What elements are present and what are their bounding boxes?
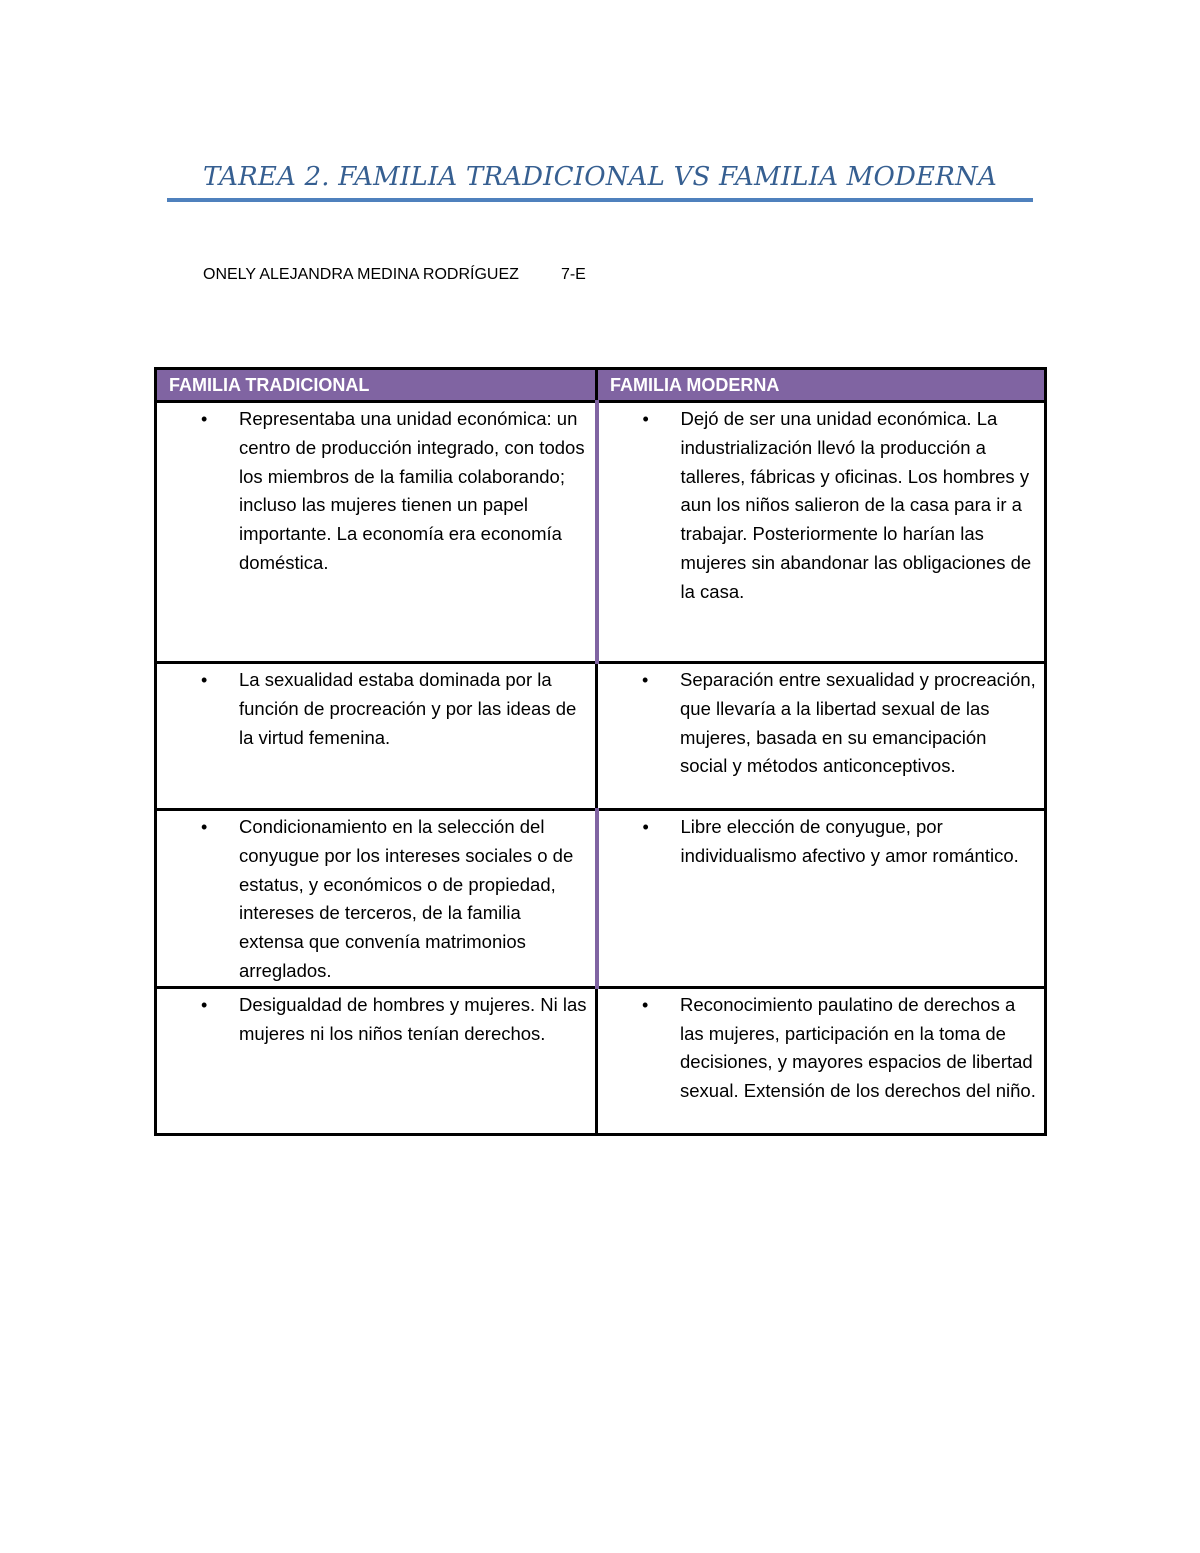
cell-tradicional (156, 402, 597, 663)
cell-text: Separación entre sexualidad y procreación, que llevaría a la libertad sexual de las mujeres, basada en su emancipación social y métodos anticonceptivos. (680, 669, 1036, 777)
list-item (157, 991, 587, 1049)
list-item (598, 991, 1036, 1106)
cell-tradicional (156, 810, 597, 988)
author-name: ONELY ALEJANDRA MEDINA RODRÍGUEZ (203, 266, 519, 283)
cell-moderna (597, 810, 1046, 988)
comparison-table (154, 367, 1047, 1136)
table-row (156, 987, 1046, 1134)
list-item (599, 405, 1037, 607)
cell-moderna (597, 987, 1046, 1134)
list-item (599, 813, 1037, 871)
cell-tradicional (156, 663, 597, 810)
group-label: 7-E (560, 266, 586, 283)
list-item (157, 813, 587, 986)
table-row (156, 663, 1046, 810)
document-title: TAREA 2. FAMILIA TRADICIONAL VS FAMILIA MODERNA (167, 158, 1033, 202)
header-familia-moderna: FAMILIA MODERNA (597, 369, 1046, 402)
cell-text: Libre elección de conyugue, por individualismo afectivo y amor romántico. (680, 816, 1019, 866)
list-item (157, 405, 587, 578)
bullet-icon: • (201, 817, 208, 837)
author-line (203, 264, 586, 286)
bullet-icon: • (642, 670, 649, 690)
bullet-icon: • (642, 409, 649, 429)
bullet-icon: • (642, 817, 649, 837)
cell-text: Representaba una unidad económica: un centro de producción integrado, con todos los miembros de la familia colaborando; incluso las mujeres tienen un papel importante. La economía era economía doméstica. (239, 408, 585, 573)
list-item (598, 666, 1036, 781)
header-familia-tradicional: FAMILIA TRADICIONAL (156, 369, 597, 402)
bullet-icon: • (201, 994, 208, 1015)
cell-tradicional (156, 987, 597, 1134)
table-row (156, 810, 1046, 988)
bullet-icon: • (201, 670, 208, 690)
cell-text: Dejó de ser una unidad económica. La industrialización llevó la producción a talleres, fábricas y oficinas. Los hombres y aun los niños salieron de la casa para ir a trabajar. Posteriormente lo harían las mujeres sin abandonar las obligaciones de la casa. (680, 408, 1032, 602)
cell-text: Condicionamiento en la selección del conyugue por los intereses sociales o de estatus, y económicos o de propiedad, intereses de terceros, de la familia extensa que convenía matrimonios arreglados. (239, 816, 574, 981)
table-row (156, 402, 1046, 663)
bullet-icon: • (642, 994, 649, 1015)
cell-moderna (597, 402, 1046, 663)
bullet-icon: • (201, 409, 208, 429)
cell-text: Desigualdad de hombres y mujeres. Ni las mujeres ni los niños tenían derechos. (239, 993, 587, 1044)
table-header-row (156, 369, 1046, 402)
cell-text: La sexualidad estaba dominada por la función de procreación y por las ideas de la virtud femenina. (239, 669, 577, 748)
list-item (157, 666, 587, 752)
cell-text: Reconocimiento paulatino de derechos a las mujeres, participación en la toma de decisiones, y mayores espacios de libertad sexual. Extensión de los derechos del niño. (680, 993, 1036, 1102)
cell-moderna (597, 663, 1046, 810)
